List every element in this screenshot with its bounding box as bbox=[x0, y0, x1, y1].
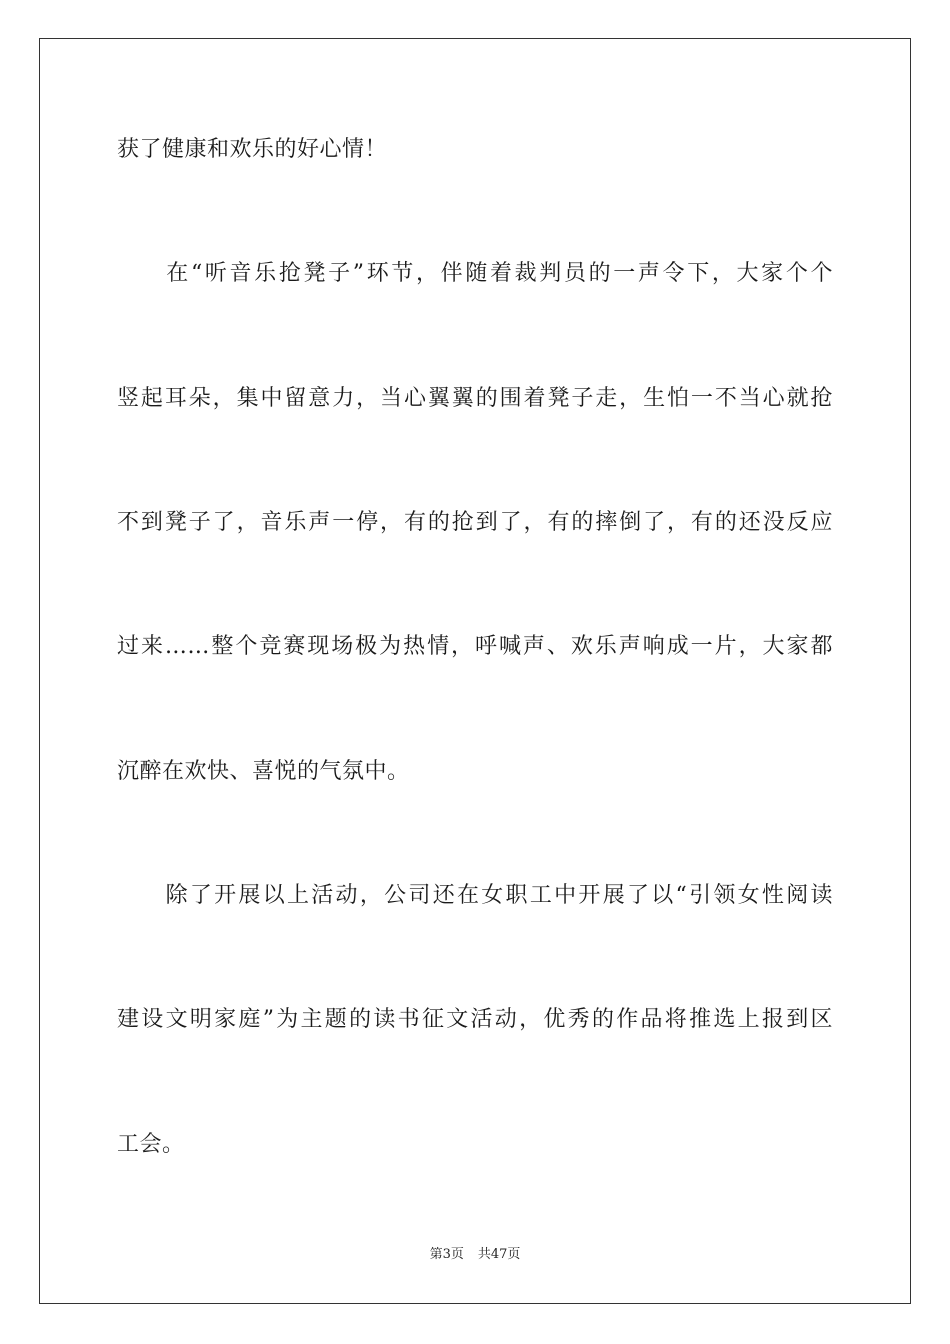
paragraph-line: 建设文明家庭”为主题的读书征文活动，优秀的作品将推选上报到区 bbox=[117, 1007, 833, 1032]
paragraph-line: 获了健康和欢乐的好心情！ bbox=[117, 137, 388, 162]
paragraph-line: 过来……整个竞赛现场极为热情，呼喊声、欢乐声响成一片，大家都 bbox=[117, 634, 833, 659]
page-number: 第3页 bbox=[429, 1247, 464, 1262]
paragraph-line: 不到凳子了，音乐声一停，有的抢到了，有的摔倒了，有的还没反应 bbox=[117, 510, 833, 535]
page-total: 共47页 bbox=[477, 1247, 521, 1262]
paragraph-line: 在“听音乐抢凳子”环节，伴随着裁判员的一声令下，大家个个 bbox=[117, 261, 833, 286]
paragraph-line: 竖起耳朵，集中留意力，当心翼翼的围着凳子走，生怕一不当心就抢 bbox=[117, 386, 833, 411]
paragraph-line: 沉醉在欢快、喜悦的气氛中。 bbox=[117, 759, 410, 784]
paragraph-line: 除了开展以上活动，公司还在女职工中开展了以“引领女性阅读 bbox=[117, 883, 833, 908]
page-footer bbox=[0, 1246, 950, 1264]
paragraph-line: 工会。 bbox=[117, 1132, 185, 1157]
page-border bbox=[39, 38, 911, 1304]
